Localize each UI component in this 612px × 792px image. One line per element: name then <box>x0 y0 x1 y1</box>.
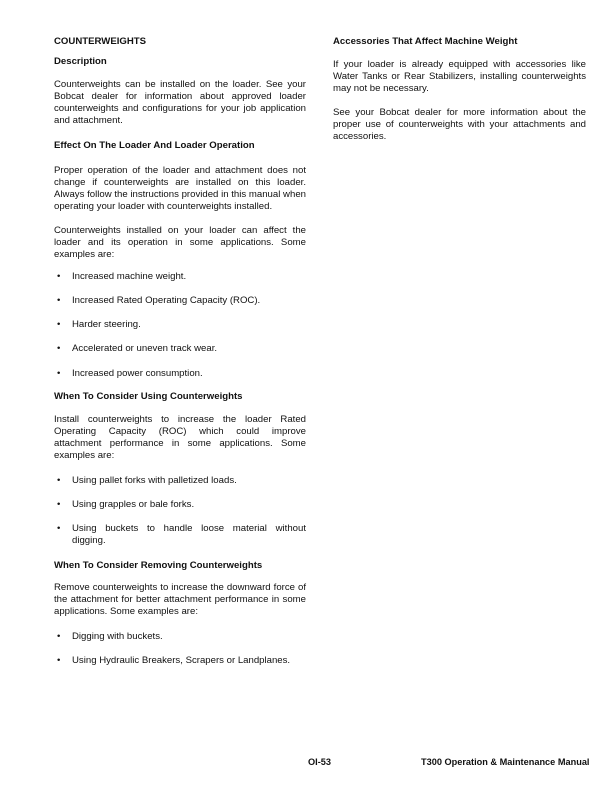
description-text: Counterweights can be installed on the loader. See your Bobcat dealer for information about approved loader counterweights and configurations for your job application and attachment. <box>54 79 306 126</box>
list-item-text: Accelerated or uneven track wear. <box>72 343 218 354</box>
bullet-icon: • <box>57 319 61 330</box>
effect-text-2: Counterweights installed on your loader can affect the loader and its operation in some applications. Some examples are: <box>54 225 306 260</box>
bullet-icon: • <box>57 499 61 510</box>
list-item-text: Increased machine weight. <box>72 271 187 282</box>
consider-removing-heading: When To Consider Removing Counterweights <box>54 560 263 571</box>
list-item-text: Harder steering. <box>72 319 141 330</box>
list-item-text: Increased Rated Operating Capacity (ROC). <box>72 295 261 306</box>
bullet-icon: • <box>57 343 61 354</box>
consider-using-heading: When To Consider Using Counterweights <box>54 391 243 402</box>
list-item-text: Using buckets to handle loose material without digging. <box>72 523 306 546</box>
bullet-icon: • <box>57 271 61 282</box>
consider-using-text: Install counterweights to increase the loader Rated Operating Capacity (ROC) which could improve attachment performance in some applications. Some examples are: <box>54 414 306 461</box>
section-title: COUNTERWEIGHTS <box>54 36 147 47</box>
manual-title: T300 Operation & Maintenance Manual <box>421 757 590 767</box>
page-number: OI-53 <box>308 757 331 767</box>
bullet-icon: • <box>57 368 61 379</box>
bullet-icon: • <box>57 655 61 666</box>
list-item-text: Using Hydraulic Breakers, Scrapers or Landplanes. <box>72 655 291 666</box>
bullet-icon: • <box>57 295 61 306</box>
bullet-icon: • <box>57 523 61 534</box>
bullet-icon: • <box>57 475 61 486</box>
description-heading: Description <box>54 56 107 67</box>
effect-text-1: Proper operation of the loader and attachment does not change if counterweights are installed on this loader. Always follow the instructions provided in this manual when operating your loader with counterweights installed. <box>54 165 306 212</box>
effect-heading: Effect On The Loader And Loader Operation <box>54 140 255 151</box>
accessories-text-2: See your Bobcat dealer for more information about the proper use of counterweights with your attachments and accessories. <box>333 107 586 142</box>
consider-removing-text: Remove counterweights to increase the downward force of the attachment for better attachment performance in some applications. Some examples are: <box>54 582 306 617</box>
bullet-icon: • <box>57 631 61 642</box>
list-item-text: Digging with buckets. <box>72 631 163 642</box>
accessories-heading: Accessories That Affect Machine Weight <box>333 36 518 47</box>
list-item-text: Using grapples or bale forks. <box>72 499 195 510</box>
list-item-text: Increased power consumption. <box>72 368 203 379</box>
accessories-text-1: If your loader is already equipped with accessories like Water Tanks or Rear Stabilizers, installing counterweights may not be necessary. <box>333 59 586 94</box>
list-item-text: Using pallet forks with palletized loads. <box>72 475 237 486</box>
